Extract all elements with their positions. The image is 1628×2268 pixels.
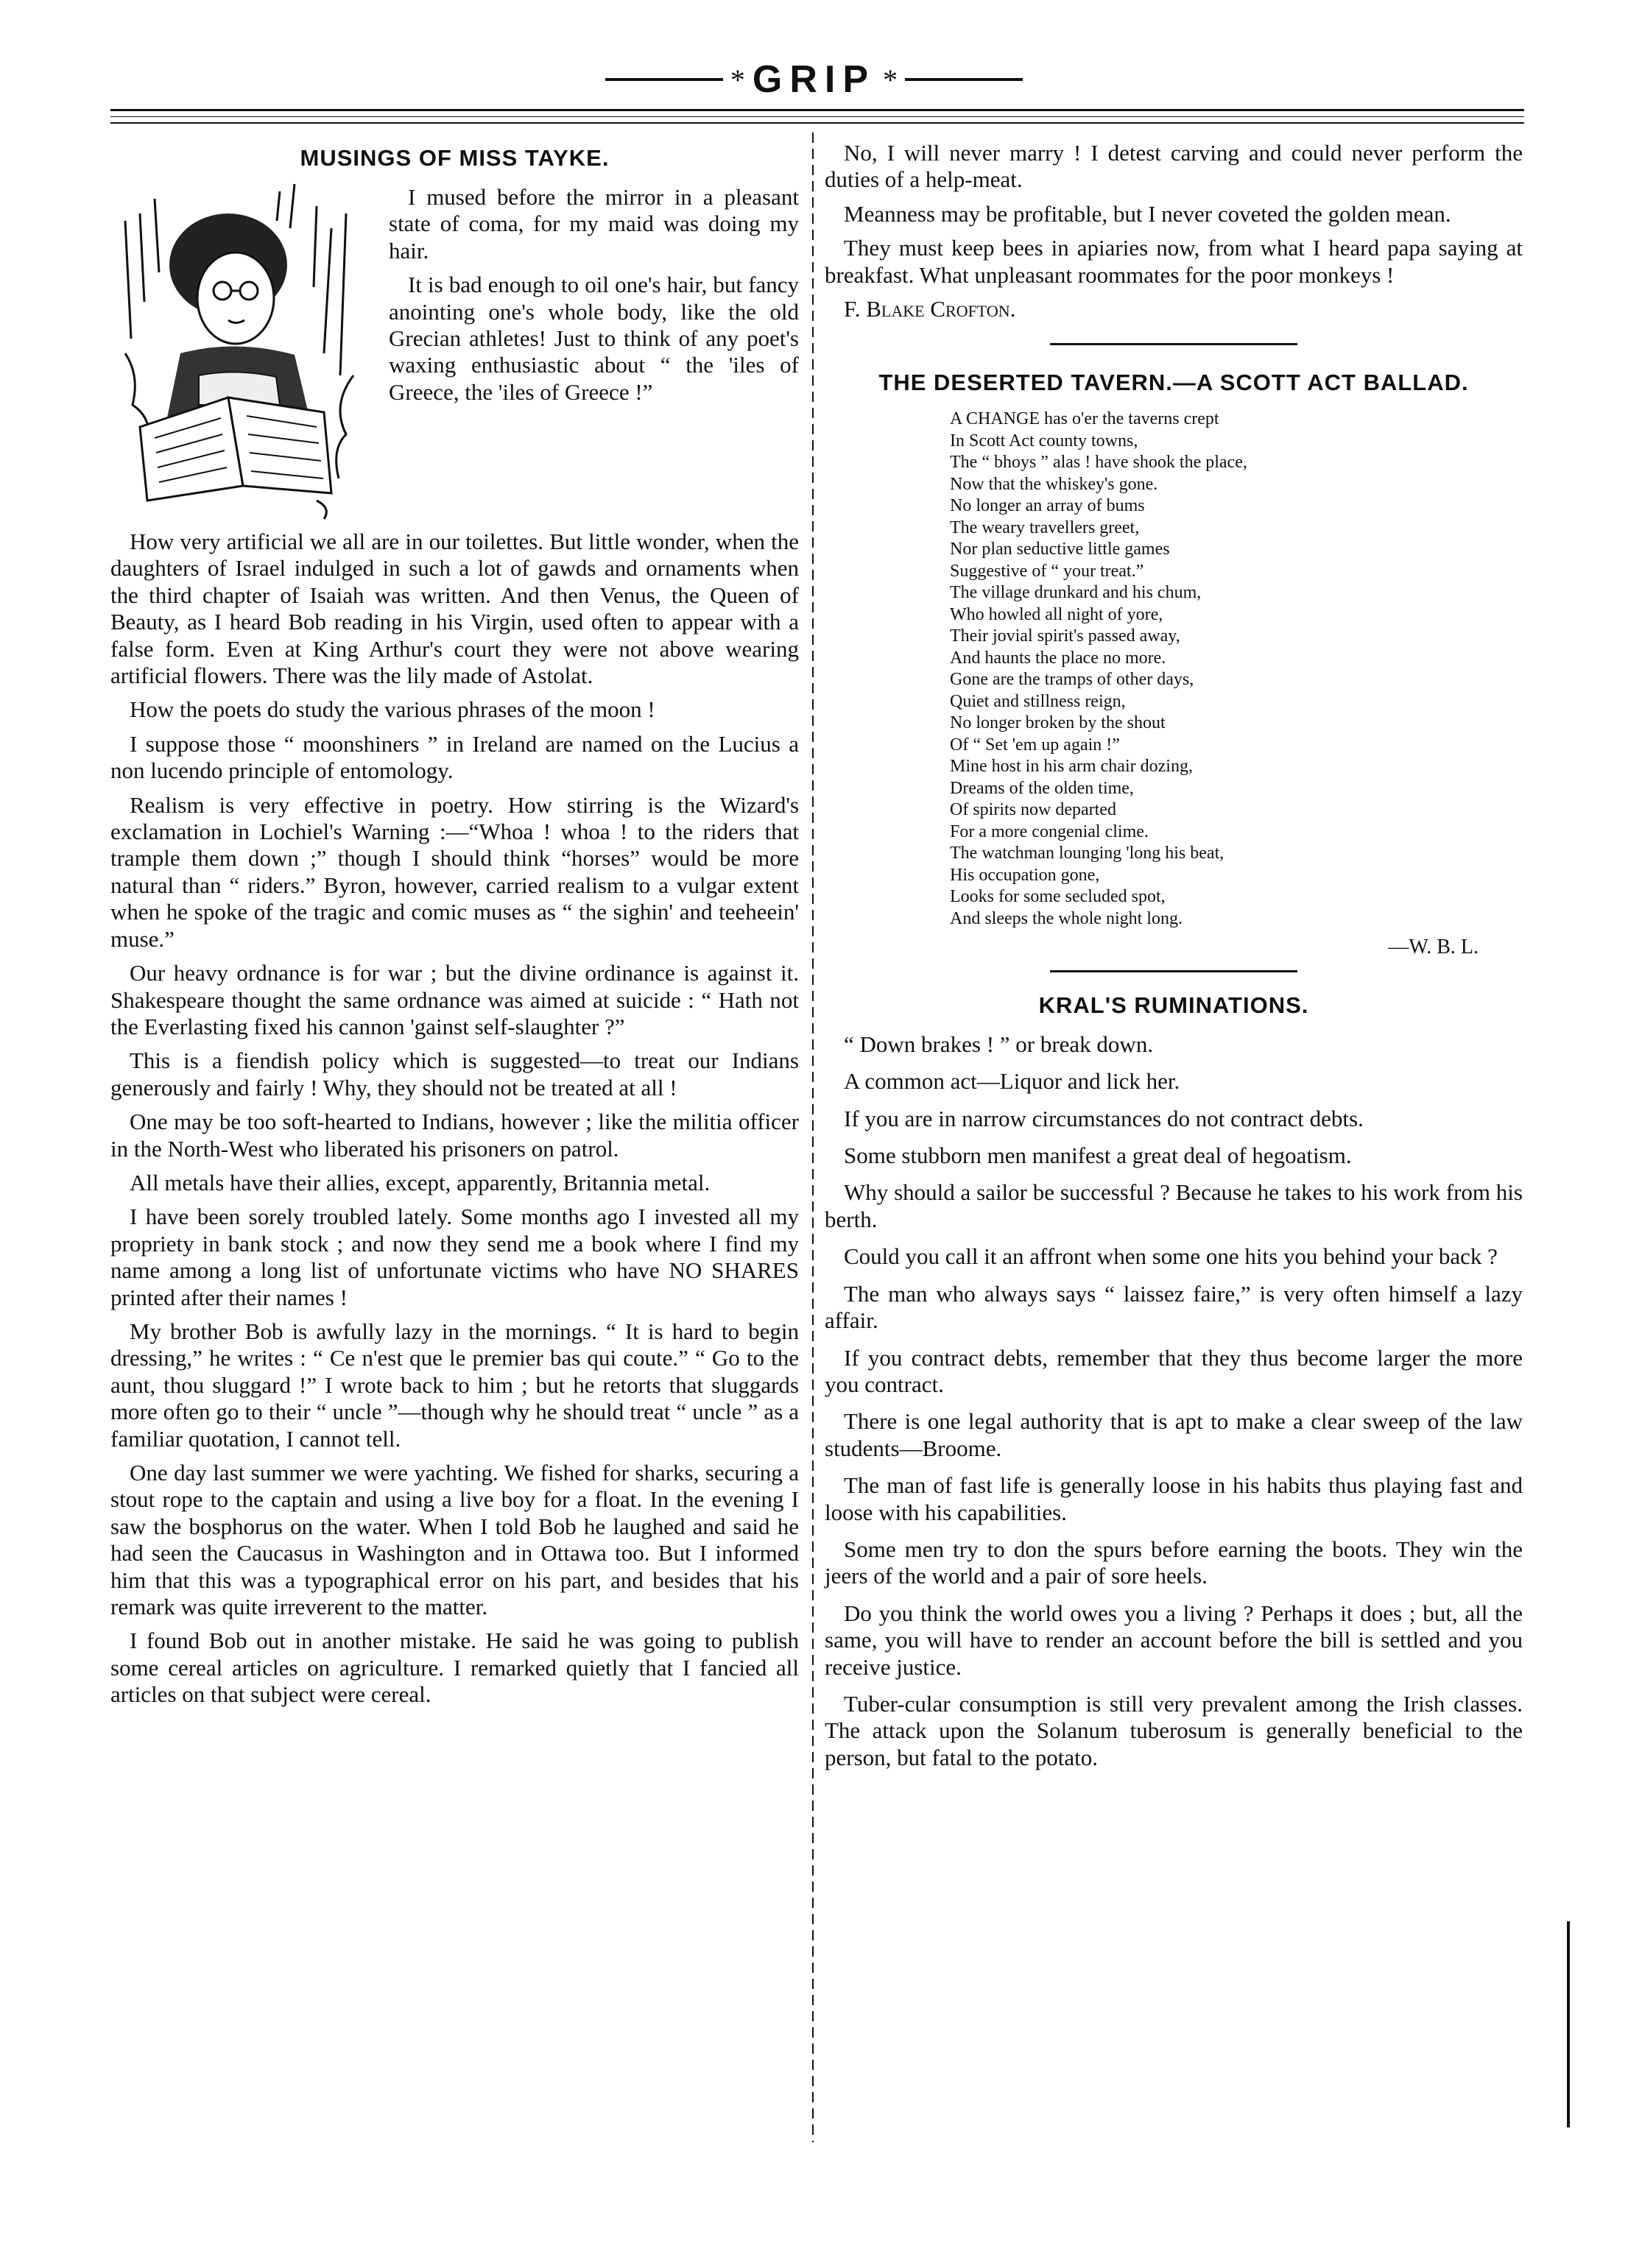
masthead-rule-right [905,78,1023,81]
header-rule-thin [110,116,1524,117]
section-divider [1050,970,1297,972]
left-column [110,140,799,1716]
poem-line: Their jovial spirit's passed away, [950,626,1180,646]
musings-paragraph: One day last summer we were yachting. We fished for sharks, securing a stout rope to the captain and using a live boy for a float. In the evening I saw the bosphorus on the water. When I told Bob he laughed and said he had seen the Caucasus in Washington and in Ottawa too. But I informed him that this was a typographical error on his part, and besides that his remark was quite irreverent to the matter. [110,1460,799,1620]
poem-line: A CHANGE has o'er the taverns crept [950,409,1219,429]
poem-line: The village drunkard and his chum, [950,583,1202,603]
kral-item: The man who always says “ laissez faire,” is very often himself a lazy affair. [825,1280,1523,1334]
poem-line: Nor plan seductive little games [950,540,1170,559]
poem-line: The “ bhoys ” alas ! have shook the place, [950,453,1247,473]
masthead-title: GRIP [752,58,876,101]
star-icon: * [730,63,745,96]
musings-paragraph: My brother Bob is awfully lazy in the mornings. “ It is hard to begin dressing,” he writes : “ Ce n'est que le premier bas qui coute.” “ Go to the aunt, thou sluggard !” I wrote back to him ; but he retorts that sluggards more often go to their “ uncle ”—though why he should treat “ uncle ” as a familiar quotation, I cannot tell. [110,1318,799,1452]
musings-paragraph: This is a fiendish policy which is suggested—to treat our Indians generously and fairly ! Why, they should not be treated at all ! [110,1048,799,1101]
kral-item: Tuber-cular consumption is still very prevalent among the Irish classes. The attack upon the Solanum tuberosum is generally beneficial to the person, but fatal to the potato. [825,1690,1523,1770]
kral-item: Do you think the world owes you a living ? Perhaps it does ; but, all the same, you will have to render an account before the bill is settled and you receive justice. [825,1600,1523,1680]
column-divider [812,133,814,2142]
poem-line: Of “ Set 'em up again !” [950,735,1120,755]
musings-paragraph: Realism is very effective in poetry. How stirring is the Wizard's exclamation in Lochiel's Warning :—“Whoa ! whoa ! to the riders that trample them down ;” though I should think “horses” would be more natural than “ riders.” Byron, however, carried realism to a vulgar extent when he spoke of the tragic and comic muses as “ the sighin' and teeheein' muse.” [110,791,799,952]
musings-paragraph: How the poets do study the various phrases of the moon ! [130,696,655,723]
margin-rule [1567,1921,1570,2127]
poem-line: Of spirits now departed [950,800,1116,820]
poem-line: Looks for some secluded spot, [950,887,1166,907]
kral-item: Some stubborn men manifest a great deal of hegoatism. [844,1142,1352,1169]
musings-paragraph: Our heavy ordnance is for war ; but the divine ordinance is against it. Shakespeare thought the same ordnance was aimed at suicide : “ Hath not the Everlasting fixed his cannon 'gainst self-slaughter ?” [110,960,799,1039]
kral-item: If you are in narrow circumstances do not contract debts. [844,1105,1364,1131]
poem-line: Gone are the tramps of other days, [950,670,1194,690]
musings-lead-paragraph: I mused before the mirror in a pleasant state of coma, for my maid was doing my hair. [389,184,799,264]
musings-paragraph: All metals have their allies, except, apparently, Britannia metal. [130,1169,711,1195]
header-rule [110,109,1524,111]
masthead [0,57,1628,102]
poem-line: Quiet and stillness reign, [950,691,1126,711]
tavern-title: THE DESERTED TAVERN.—A SCOTT ACT BALLAD. [878,370,1469,396]
right-column [825,140,1523,1781]
poem-line: In Scott Act county towns, [950,431,1138,451]
tavern-signature: —W. B. L. [1388,936,1479,959]
kral-title: KRAL'S RUMINATIONS. [1038,992,1309,1018]
musings-paragraph: I found Bob out in another mistake. He said he was going to publish some cereal articles on agriculture. I remarked quietly that I fancied all articles on that subject were cereal. [110,1628,799,1708]
poem-line: And haunts the place no more. [950,648,1166,668]
poem-line: Suggestive of “ your treat.” [950,561,1144,581]
masthead-rule-left [605,78,723,81]
poem-line: Dreams of the olden time, [950,778,1134,798]
poem-line: And sleeps the whole night long. [950,908,1183,928]
musings-lead-paragraph: It is bad enough to oil one's hair, but fancy anointing one's whole body, like the old Grecian athletes! Just to think of any poet's waxing enthusiastic about “ the 'iles of Greece, the 'iles of Greece !” [389,272,799,405]
kral-item: Could you call it an affront when some one hits you behind your back ? [844,1243,1498,1270]
section-divider [1050,343,1297,345]
poem-line: No longer an array of bums [950,496,1145,516]
kral-item: Why should a sailor be successful ? Because he takes to his work from his berth. [825,1179,1523,1232]
kral-item: “ Down brakes ! ” or break down. [844,1031,1154,1057]
musings-title: MUSINGS OF MISS TAYKE. [300,145,610,171]
poem-line: For a more congenial clime. [950,822,1149,841]
poem-line: Mine host in his arm chair dozing, [950,757,1193,777]
tavern-poem [950,409,1523,930]
kral-item: Some men try to don the spurs before earning the boots. They win the jeers of the world and a pair of sore heels. [825,1536,1523,1589]
poem-line: Now that the whiskey's gone. [950,474,1158,494]
poem-line: The weary travellers greet, [950,517,1140,537]
musings-signature: F. Blake Crofton. [844,296,1016,322]
kral-item: A common act—Liquor and lick her. [844,1068,1180,1095]
miss-tayke-illustration [110,184,376,523]
poem-line: His occupation gone, [950,865,1100,885]
musings-paragraph: I have been sorely troubled lately. Some months ago I invested all my propriety in bank stock ; and now they send me a book where I find my name among a long list of unfortunate victims who have NO SHARES printed after their names ! [110,1204,799,1310]
musings-paragraph: They must keep bees in apiaries now, from what I heard papa saying at breakfast. What unpleasant roommates for the poor monkeys ! [825,235,1523,288]
poem-line: The watchman lounging 'long his beat, [950,844,1224,863]
musings-paragraph: How very artificial we all are in our toilettes. But little wonder, when the daughters of Israel indulged in such a lot of gawds and ornaments when the third chapter of Isaiah was written. And then Venus, the Queen of Beauty, as I heard Bob reading in his Virgin, used often to appear with a false form. Even at King Arthur's court they were not above wearing artificial flowers. There was the lily made of Astolat. [110,529,799,689]
musings-paragraph: No, I will never marry ! I detest carving and could never perform the duties of a help-meat. [825,140,1523,193]
musings-paragraph: Meanness may be profitable, but I never coveted the golden mean. [844,200,1451,227]
kral-item: The man of fast life is generally loose in his habits thus playing fast and loose with his capabilities. [825,1472,1523,1525]
star-icon: * [883,63,898,96]
kral-item: If you contract debts, remember that they thus become larger the more you contract. [825,1344,1523,1397]
poem-line: Who howled all night of yore, [950,604,1163,624]
kral-ruminations [825,1031,1523,1771]
musings-paragraph: I suppose those “ moonshiners ” in Ireland are named on the Lucius a non lucendo principle of entomology. [110,730,799,784]
kral-item: There is one legal authority that is apt to make a clear sweep of the law students—Broome. [825,1408,1523,1461]
poem-line: No longer broken by the shout [950,713,1166,733]
header-rule-lower [110,122,1524,124]
musings-paragraph: One may be too soft-hearted to Indians, however ; like the militia officer in the North-West who liberated his prisoners on patrol. [110,1109,799,1162]
